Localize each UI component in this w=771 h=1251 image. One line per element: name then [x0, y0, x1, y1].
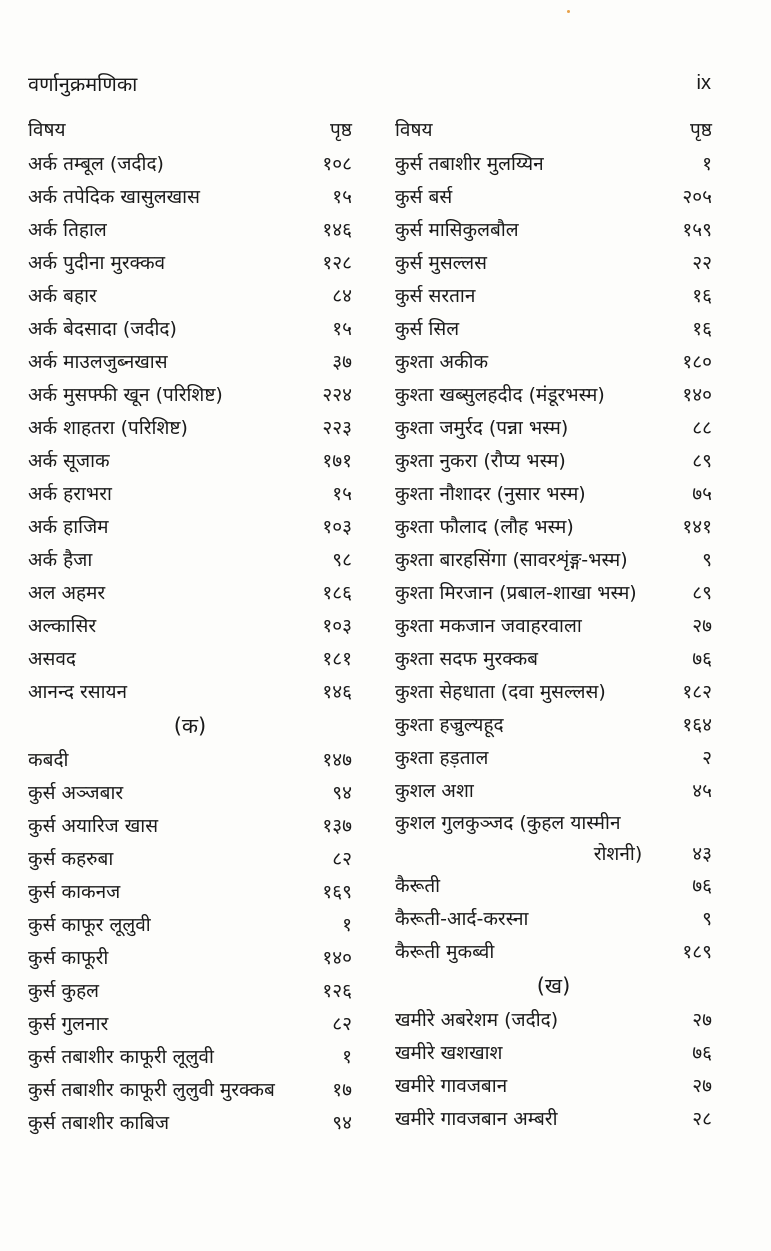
entry-title: खमीरे खशखाश	[395, 1042, 503, 1064]
index-entry	[28, 610, 352, 643]
entry-page: १७१	[322, 450, 352, 472]
index-entry	[395, 214, 712, 247]
entry-title: अर्क मुसफ्फी खून (परिशिष्ट)	[28, 384, 223, 406]
entry-title: कुर्स सरतान	[395, 285, 476, 307]
index-entry	[395, 181, 712, 214]
index-entry	[395, 346, 712, 379]
entry-page: २२	[692, 252, 712, 274]
column-header	[28, 112, 352, 148]
index-entry	[28, 544, 352, 577]
index-entry	[28, 643, 352, 676]
index-entry	[395, 379, 712, 412]
index-entry	[395, 775, 712, 808]
entry-title: अर्क हाजिम	[28, 516, 109, 538]
index-entry	[28, 1074, 352, 1107]
entry-page: २२३	[322, 417, 352, 439]
index-entry	[28, 876, 352, 909]
entry-title: कुशल अशा	[395, 780, 474, 802]
index-entry	[28, 676, 352, 709]
entry-title: कैरूती	[395, 875, 441, 897]
entry-title: कुश्ता नौशादर (नुसार भस्म)	[395, 483, 586, 505]
index-entry	[395, 445, 712, 478]
entry-page: १६९	[322, 881, 352, 903]
index-entry	[28, 280, 352, 313]
index-entry	[395, 1037, 712, 1070]
entry-title: अल्कासिर	[28, 615, 97, 637]
entry-title: कुश्ता मिरजान (प्रबाल-शाखा भस्म)	[395, 582, 637, 604]
index-entry	[395, 742, 712, 775]
entry-page: २२४	[322, 384, 352, 406]
entry-page: १८१	[322, 648, 352, 670]
index-entry	[395, 936, 712, 969]
index-entry	[28, 810, 352, 843]
entry-page: ७५	[692, 483, 712, 505]
entry-page: १५९	[682, 219, 712, 241]
index-entry	[395, 1070, 712, 1103]
index-entry	[395, 511, 712, 544]
entry-title: अर्क माउलजुब्नखास	[28, 351, 168, 373]
section-label: (ख)	[536, 974, 571, 998]
index-entry	[28, 148, 352, 181]
entry-title: कुश्ता बारहसिंगा (सावरशृंङ्ग-भस्म)	[395, 549, 628, 571]
entry-title: कुर्स तबाशीर काबिज	[28, 1112, 170, 1134]
page-heading: पृष्ठ	[690, 119, 712, 141]
entry-title: कुर्स कहरुबा	[28, 848, 114, 870]
entry-page: २७	[692, 1009, 712, 1031]
entry-page: १६	[692, 318, 712, 340]
entry-title: अर्क हराभरा	[28, 483, 112, 505]
entry-page: १२८	[322, 252, 352, 274]
index-entry	[28, 942, 352, 975]
entry-page: १०३	[322, 516, 352, 538]
entry-page: १२६	[322, 980, 352, 1002]
index-entry	[395, 870, 712, 903]
entry-title: कुश्ता मकजान जवाहरवाला	[395, 615, 582, 637]
index-entry	[395, 709, 712, 742]
entry-title: अर्क हैजा	[28, 549, 93, 571]
index-entry	[28, 478, 352, 511]
entry-page: २०५	[682, 186, 712, 208]
entry-title: कबदी	[28, 749, 69, 771]
entry-line2-wrap	[395, 839, 712, 870]
entry-page: ९४	[332, 1112, 352, 1134]
entry-title: कुर्स काफूर लूलुवी	[28, 914, 151, 936]
entry-page: १४६	[322, 681, 352, 703]
index-entry	[28, 744, 352, 777]
page-header	[28, 66, 711, 100]
entry-page: ४३	[692, 843, 712, 865]
entry-title: खमीरे अबरेशम (जदीद)	[395, 1009, 559, 1031]
entry-page: १५	[332, 483, 352, 505]
entry-page: १४७	[322, 749, 352, 771]
entry-page: १८९	[682, 941, 712, 963]
entry-page: २७	[692, 1075, 712, 1097]
index-entry	[28, 577, 352, 610]
entry-page: ८९	[692, 582, 712, 604]
entry-title: आनन्द रसायन	[28, 681, 128, 703]
index-entry	[28, 777, 352, 810]
index-entry-multiline	[395, 808, 712, 870]
entry-title: कुर्स बर्स	[395, 186, 453, 208]
entry-title: कुश्ता फौलाद (लौह भस्म)	[395, 516, 574, 538]
entry-title: अर्क शाहतरा (परिशिष्ट)	[28, 417, 188, 439]
entry-title: अर्क तपेदिक खासुलखास	[28, 186, 200, 208]
entry-title: असवद	[28, 648, 77, 670]
entry-page: १३७	[322, 815, 352, 837]
entry-title: कुश्ता हड़ताल	[395, 747, 489, 769]
index-entry	[395, 313, 712, 346]
index-entry	[28, 1008, 352, 1041]
entry-title: अर्क पुदीना मुरक्कव	[28, 252, 166, 274]
index-entry	[28, 909, 352, 942]
entry-page: १४१	[682, 516, 712, 538]
entry-page: १८६	[322, 582, 352, 604]
entry-page: ७६	[692, 648, 712, 670]
entry-title: कुर्स गुलनार	[28, 1013, 109, 1035]
index-entry	[28, 181, 352, 214]
index-entry	[28, 313, 352, 346]
entry-title: अर्क तिहाल	[28, 219, 107, 241]
subject-heading: विषय	[395, 119, 433, 141]
entry-page: १०८	[322, 153, 352, 175]
entry-page: १८२	[682, 681, 712, 703]
entry-title: कुर्स अयारिज खास	[28, 815, 159, 837]
entry-title: कुश्ता खब्सुलहदीद (मंडूरभस्म)	[395, 384, 605, 406]
column-header	[395, 112, 712, 148]
index-entry	[395, 148, 712, 181]
index-entry	[395, 280, 712, 313]
index-entry	[395, 676, 712, 709]
entry-page: ९	[702, 908, 712, 930]
entry-page: १	[702, 153, 712, 175]
entry-page: ८२	[332, 1013, 352, 1035]
right-column	[395, 112, 712, 1136]
entry-title: कुश्ता सदफ मुरक्कब	[395, 648, 539, 670]
entry-title: अर्क बहार	[28, 285, 97, 307]
index-entry	[28, 379, 352, 412]
entry-page: १८०	[682, 351, 712, 373]
entry-title: कुश्ता जमुर्रद (पन्ना भस्म)	[395, 417, 569, 439]
entry-page: १०३	[322, 615, 352, 637]
index-entry	[28, 975, 352, 1008]
entry-page: २८	[692, 1108, 712, 1130]
section-label: (क)	[173, 714, 207, 738]
entry-title: कुर्स मुसल्लस	[395, 252, 487, 274]
entry-page: १६	[692, 285, 712, 307]
entry-page: ७६	[692, 1042, 712, 1064]
index-entry	[28, 1041, 352, 1074]
entry-title: कुर्स मासिकुलबौल	[395, 219, 519, 241]
entry-page: २	[702, 747, 712, 769]
entry-page: १४०	[682, 384, 712, 406]
index-entry	[28, 445, 352, 478]
index-title: वर्णानुक्रमणिका	[28, 71, 138, 96]
entry-page: ८४	[332, 285, 352, 307]
section-heading-ka	[28, 709, 352, 744]
index-entry	[395, 247, 712, 280]
entry-title: अर्क बेदसादा (जदीद)	[28, 318, 177, 340]
index-entry	[28, 346, 352, 379]
entry-title: कुर्स कुहल	[28, 980, 100, 1002]
index-entry	[395, 610, 712, 643]
entry-page: १६४	[682, 714, 712, 736]
left-column	[28, 112, 352, 1140]
subject-heading: विषय	[28, 119, 66, 141]
entry-page: १७	[332, 1079, 352, 1101]
index-entry	[395, 412, 712, 445]
index-entry	[395, 1004, 712, 1037]
entry-title: कुर्स काकनज	[28, 881, 121, 903]
entry-title: कुर्स तबाशीर काफूरी लुलुवी मुरक्कब	[28, 1079, 275, 1101]
index-entry	[28, 412, 352, 445]
index-entry	[395, 478, 712, 511]
entry-page: १	[342, 1046, 352, 1068]
entry-title: कुर्स तबाशीर मुलय्यिन	[395, 153, 544, 175]
entry-title-line2: रोशनी)	[593, 843, 643, 865]
index-entry	[28, 511, 352, 544]
index-entry	[28, 247, 352, 280]
index-entry	[395, 577, 712, 610]
index-entry	[28, 843, 352, 876]
entry-page: ९८	[332, 549, 352, 571]
entry-title: खमीरे गावजबान अम्बरी	[395, 1108, 558, 1130]
entry-title: कुश्ता सेहधाता (दवा मुसल्लस)	[395, 681, 606, 703]
index-entry	[395, 903, 712, 936]
entry-page: ३७	[332, 351, 352, 373]
entry-page: १४६	[322, 219, 352, 241]
entry-title: कुश्ता अकीक	[395, 351, 489, 373]
index-entry	[28, 214, 352, 247]
entry-title: अल अहमर	[28, 582, 106, 604]
entry-title-line1: कुशल गुलकुञ्जद (कुहल यास्मीन	[395, 812, 621, 834]
entry-title: कुर्स काफूरी	[28, 947, 109, 969]
entry-page: ८२	[332, 848, 352, 870]
entry-page: १४०	[322, 947, 352, 969]
entry-title: खमीरे गावजबान	[395, 1075, 508, 1097]
entry-page: १५	[332, 318, 352, 340]
index-entry	[395, 1103, 712, 1136]
entry-page: ४५	[692, 780, 712, 802]
page-heading: पृष्ठ	[330, 119, 352, 141]
entry-page: १५	[332, 186, 352, 208]
entry-title: कुर्स तबाशीर काफूरी लूलुवी	[28, 1046, 214, 1068]
entry-title: अर्क तम्बूल (जदीद)	[28, 153, 164, 175]
entry-title: कुश्ता नुकरा (रौप्य भस्म)	[395, 450, 566, 472]
entry-title: कैरूती मुकब्वी	[395, 941, 495, 963]
entry-page: ८९	[692, 450, 712, 472]
index-entry	[28, 1107, 352, 1140]
entry-page: २७	[692, 615, 712, 637]
entry-page: ७६	[692, 875, 712, 897]
entry-page: १	[342, 914, 352, 936]
ink-speck	[567, 10, 570, 13]
entry-page: ९	[702, 549, 712, 571]
entry-title: कैरूती-आर्द-करस्ना	[395, 908, 529, 930]
entry-title: कुर्स अञ्जबार	[28, 782, 124, 804]
section-heading-kha	[395, 969, 712, 1004]
entry-title: अर्क सूजाक	[28, 450, 110, 472]
entry-title: कुर्स सिल	[395, 318, 460, 340]
entry-title: कुश्ता हज्रुल्यहूद	[395, 714, 504, 736]
index-entry	[395, 544, 712, 577]
index-entry	[395, 643, 712, 676]
entry-page: ९४	[332, 782, 352, 804]
page-number: ix	[696, 71, 711, 94]
entry-page: ८८	[692, 417, 712, 439]
